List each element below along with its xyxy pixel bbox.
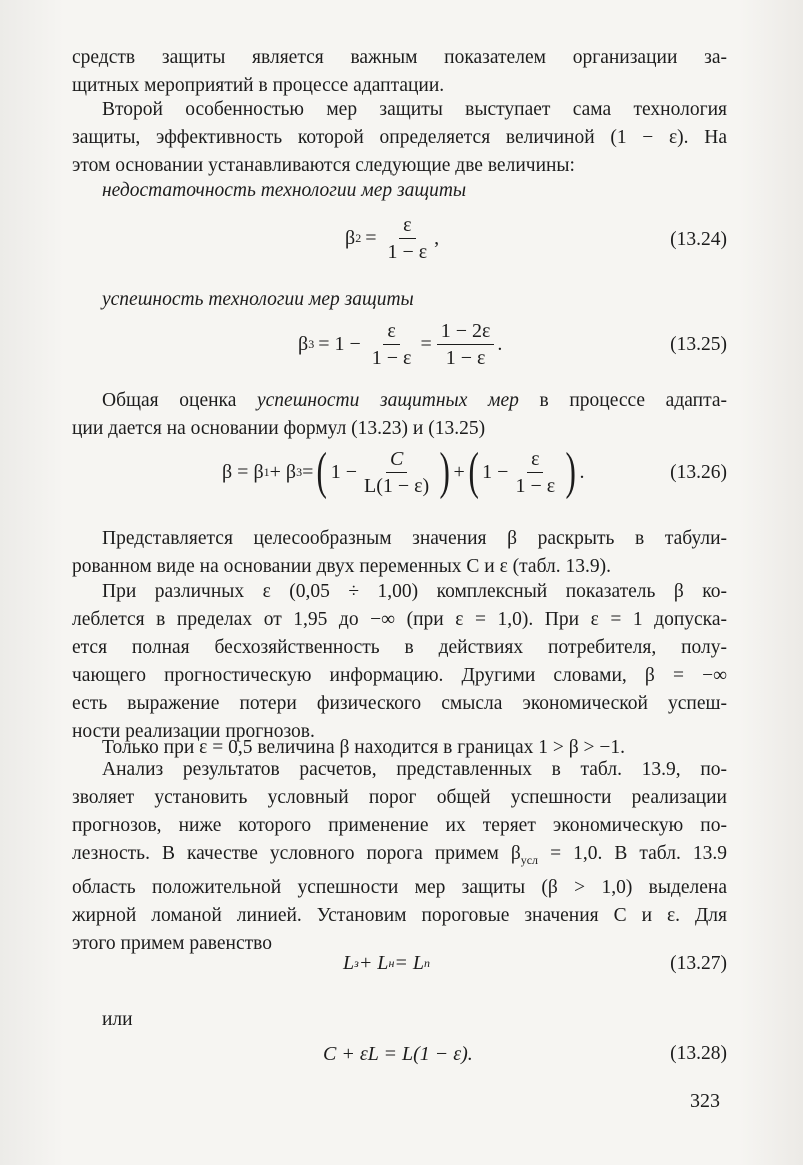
text-line: щитных мероприятий в процессе адаптации. xyxy=(72,75,445,96)
formula-op: 1 − xyxy=(330,460,357,483)
fraction xyxy=(437,320,495,369)
text-line: зволяет установить условный порог общей успешности реализации xyxy=(72,787,727,808)
formula-op: 1 − xyxy=(482,460,509,483)
text-line: ности реализации прогнозов. xyxy=(72,721,315,742)
fraction-denominator: 1 − ε xyxy=(515,474,556,497)
text-line: ется полная бесхозяйственность в действиях потребителя, полу- xyxy=(72,637,727,658)
fraction-denominator: 1 − ε xyxy=(445,347,486,369)
text-span: = 1,0. В табл. 13.9 xyxy=(538,843,727,864)
text-line: При различных ε (0,05 ÷ 1,00) комплексный показатель β ко- xyxy=(102,581,727,602)
formula-lhs: β = β xyxy=(222,460,264,483)
formula-punct: . xyxy=(497,333,503,355)
paragraph-5 xyxy=(72,578,727,746)
formula-subscript: 2 xyxy=(355,231,362,245)
paragraph-2 xyxy=(72,96,727,180)
formula-op: = 1 − xyxy=(318,333,361,355)
text-line: леблется в пределах от 1,95 до −∞ (при ε = 1,0). При ε = 1 допуска- xyxy=(72,609,727,630)
fraction-numerator: C xyxy=(386,448,407,473)
paragraph-4 xyxy=(72,525,727,581)
formula-subscript: 3 xyxy=(296,464,303,479)
formula-op: + β xyxy=(269,460,297,483)
text-line: Второй особенностью мер защиты выступает сама технология xyxy=(102,99,727,120)
text-line: Анализ результатов расчетов, представленных в табл. 13.9, по- xyxy=(102,759,727,780)
formula-subscript: 3 xyxy=(308,337,315,351)
paragraph-3 xyxy=(72,387,727,443)
connector-word: или xyxy=(102,1009,133,1030)
formula-term: = L xyxy=(394,952,425,974)
fraction-numerator: ε xyxy=(527,448,543,473)
text-line: жирной ломаной линией. Установим пороговые значения C и ε. Для xyxy=(72,904,727,926)
equation-number: (13.28) xyxy=(670,1043,727,1064)
fraction xyxy=(511,448,559,497)
text-line: защиты, эффективность которой определяется величиной (1 − ε). На xyxy=(72,127,727,148)
fraction-numerator: 1 − 2ε xyxy=(437,320,495,345)
text-line xyxy=(72,840,727,874)
text-span: Общая оценка xyxy=(102,390,257,411)
formula-13-27 xyxy=(343,952,430,975)
formula-op: = xyxy=(302,460,314,483)
page-number: 323 xyxy=(690,1090,720,1112)
formula-subscript: п xyxy=(424,956,431,970)
fraction xyxy=(368,320,416,369)
text-line: этом основании устанавливаются следующие две величины: xyxy=(72,155,575,176)
text-line: чающего прогностическую информацию. Другими словами, β = −∞ xyxy=(72,665,727,686)
fraction xyxy=(360,448,433,497)
formula-term: L xyxy=(343,952,355,974)
equation-number: (13.27) xyxy=(670,953,727,974)
formula-term: + L xyxy=(358,952,389,974)
formula-13-24: β 2 = $\frac{\varepsilon}{1 - \varepsilon}$ , xyxy=(345,214,440,263)
formula-13-25: β 3 = 1 − $\frac{\varepsilon}{1 - \varepsilon}$ = $\frac{1 - 2\varepsilon}{1 - \varepsilon}$ . xyxy=(298,320,503,369)
equation-number: (13.26) xyxy=(670,462,727,483)
fraction-denominator: 1 − ε xyxy=(387,241,428,263)
fraction-numerator: ε xyxy=(399,214,415,239)
formula-13-28: C + εL = L(1 − ε). xyxy=(323,1043,473,1065)
fraction-numerator: ε xyxy=(383,320,399,345)
text-line: прогнозов, ниже которого применение их теряет экономическую по- xyxy=(72,815,727,836)
formula-subscript: усл xyxy=(520,852,539,867)
equation-number: (13.25) xyxy=(670,334,727,355)
paragraph-1 xyxy=(72,44,727,100)
formula-subscript: 1 xyxy=(263,464,270,479)
formula-punct: , xyxy=(434,227,440,249)
fraction-denominator: 1 − ε xyxy=(371,347,412,369)
text-line: есть выражение потери физического смысла экономической успеш- xyxy=(72,693,727,714)
formula-lhs: β xyxy=(298,333,309,355)
emphasis-text: успешности защитных мер xyxy=(257,390,519,411)
formula-punct: . xyxy=(579,460,585,483)
definition-label-success: успешность технологии мер защиты xyxy=(102,289,414,310)
text-line: ции дается на основании формул (13.23) и (13.25) xyxy=(72,418,486,439)
paragraph-7 xyxy=(72,756,727,958)
fraction xyxy=(383,214,431,263)
text-span: лезность. В качестве условного порога примем β xyxy=(72,843,521,864)
formula-subscript: н xyxy=(388,956,395,970)
text-line: область положительной успешности мер защиты (β > 1,0) выделена xyxy=(72,876,727,898)
text-line: Только при ε = 0,5 величина β находится в границах 1 > β > −1. xyxy=(102,737,626,758)
formula-lhs: β xyxy=(345,227,356,249)
text-line xyxy=(72,387,727,415)
equation-number: (13.24) xyxy=(670,229,727,250)
text-line: средств защиты является важным показателем организации за- xyxy=(72,47,727,68)
formula-subscript: з xyxy=(354,956,359,970)
formula-13-26: β = β 1 + β 3 = ( 1 − $\frac{C}{L(1 - \varepsilon)}$ ) + ( 1 − $\frac{\varepsilon}{1 - \varepsilon}$ ) . xyxy=(222,443,585,500)
text-line: Представляется целесообразным значения β раскрыть в табули- xyxy=(102,528,727,549)
definition-label-insufficiency: недостаточность технологии мер защиты xyxy=(102,180,467,201)
text-span: в процессе адапта- xyxy=(518,390,727,411)
fraction-denominator: L(1 − ε) xyxy=(364,474,430,497)
text-line: рованном виде на основании двух переменных C и ε (табл. 13.9). xyxy=(72,556,611,577)
text-line: этого примем равенство xyxy=(72,932,272,954)
